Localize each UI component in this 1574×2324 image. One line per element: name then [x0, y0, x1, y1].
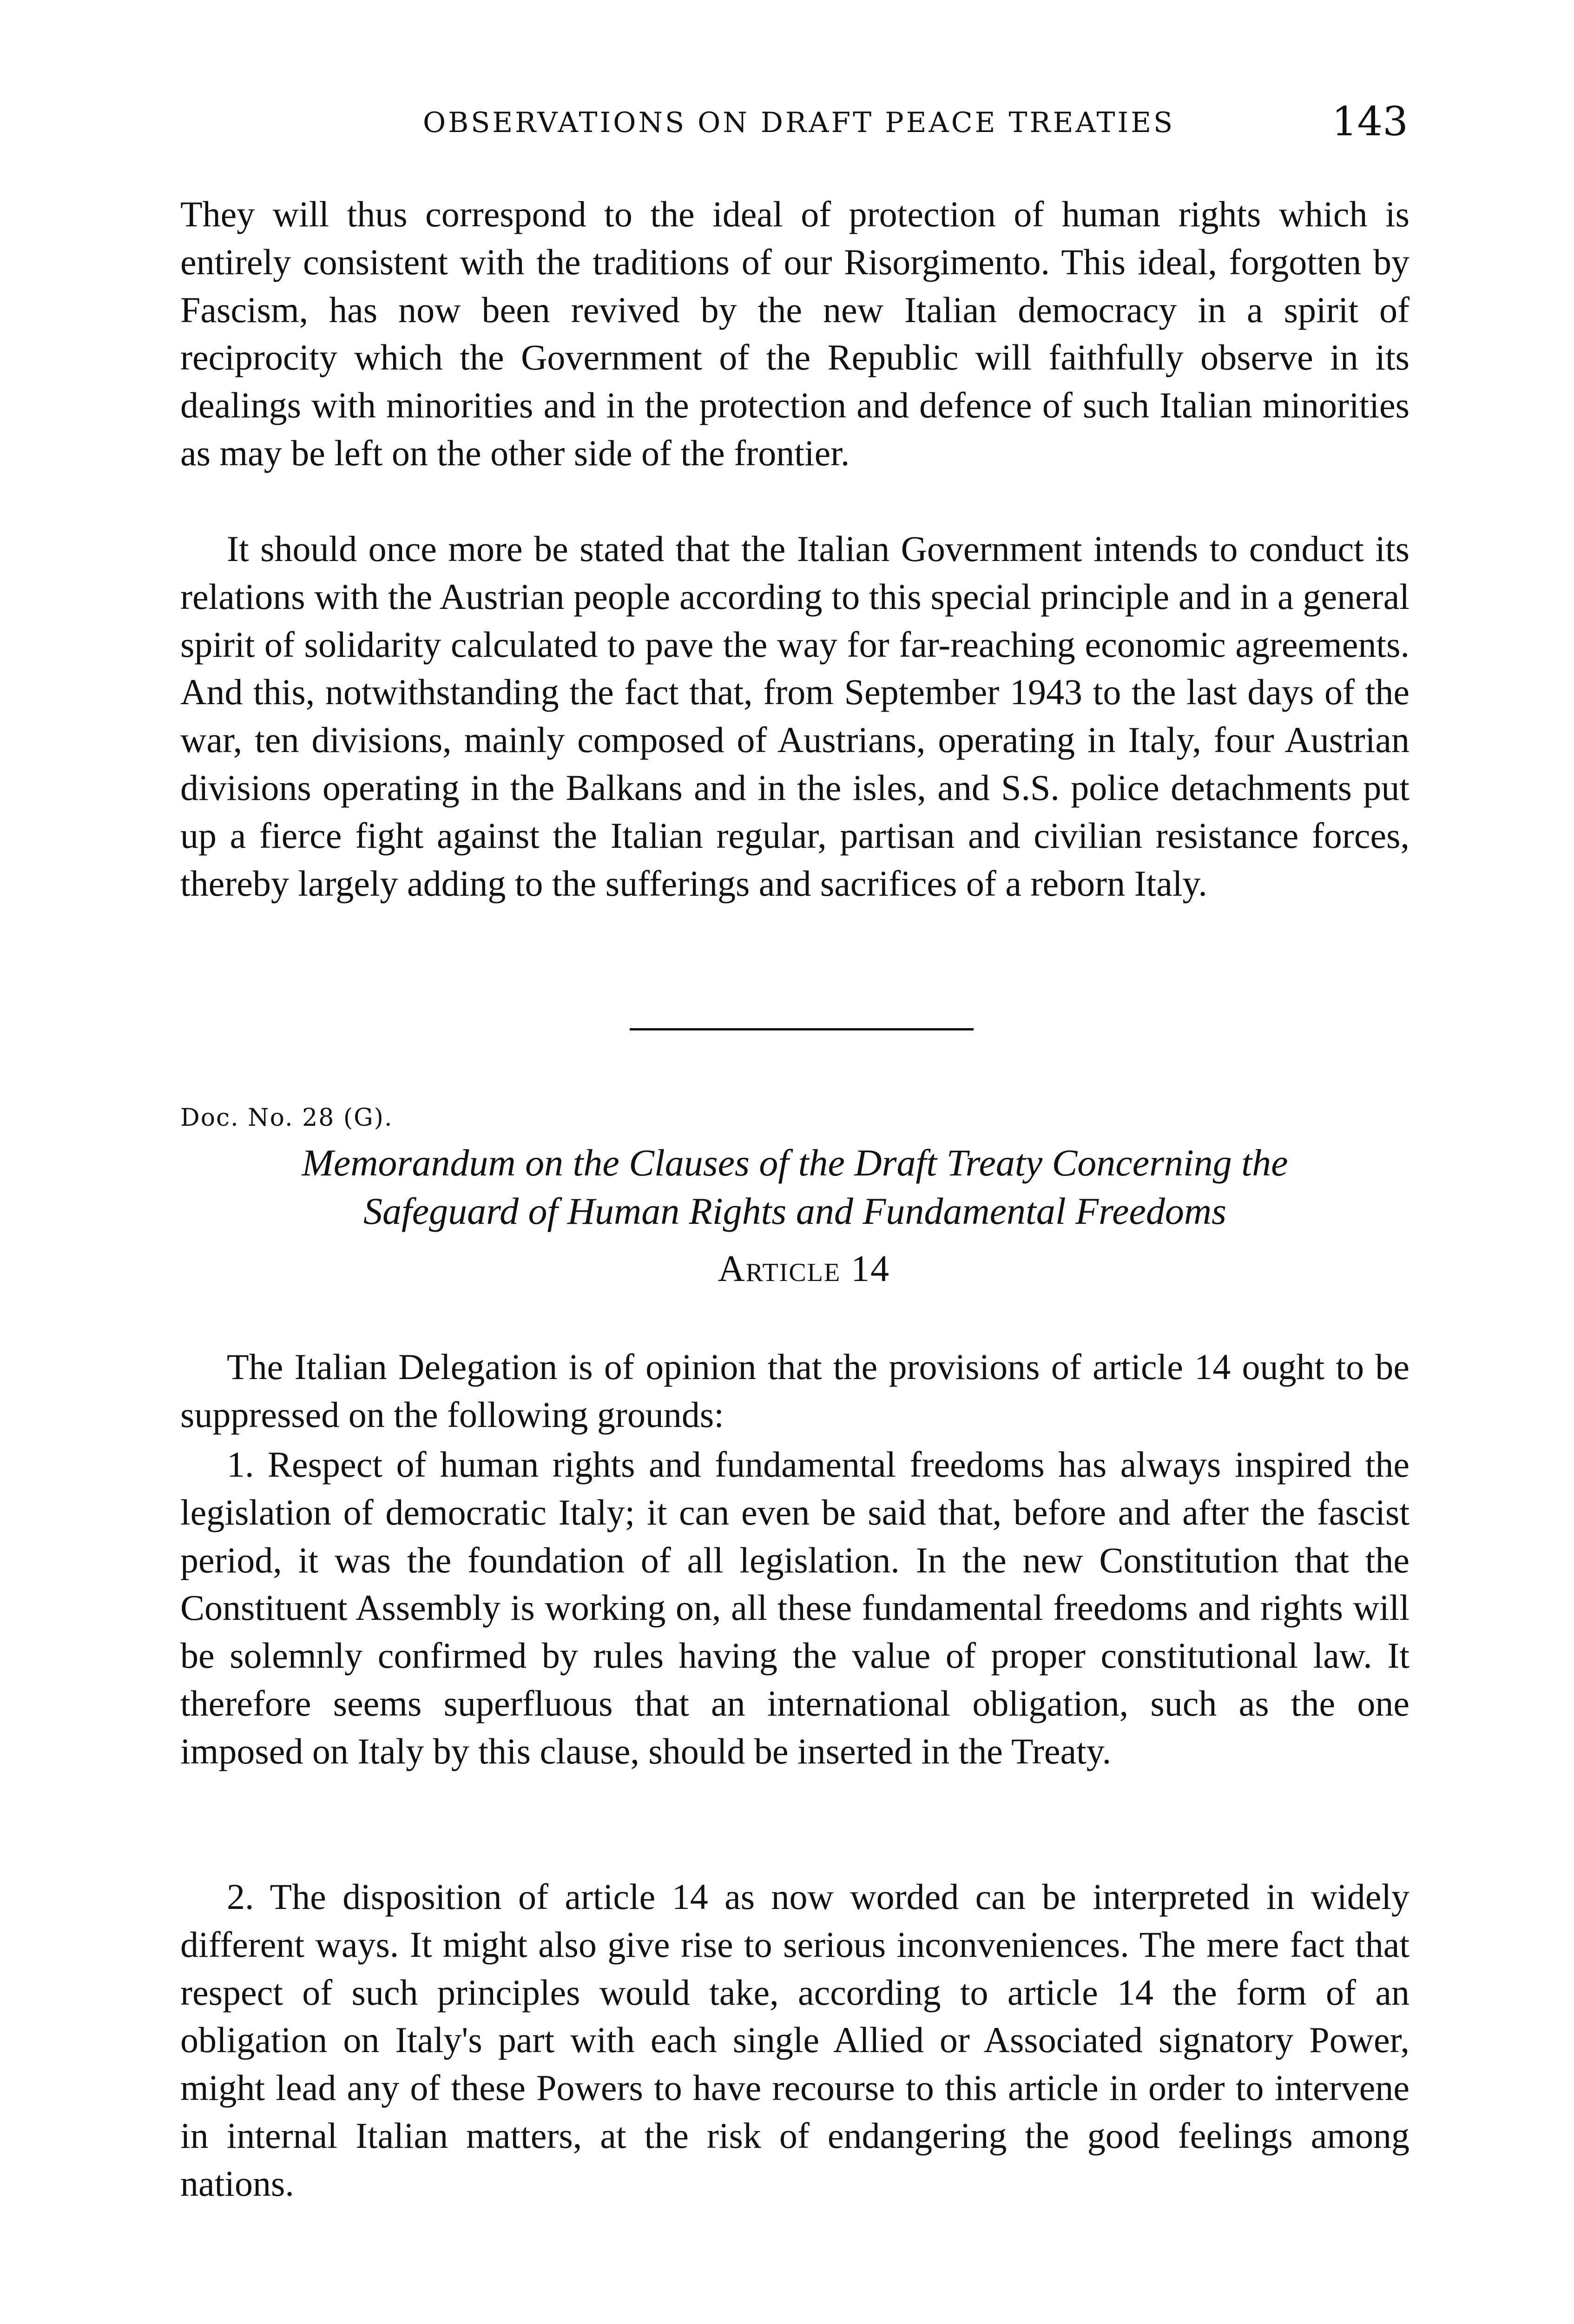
paragraph-point-1: 1. Respect of human rights and fundamental freedoms has always inspired the legislation of democratic Italy; it can even be said that, before and after the fascist period, it was the foundation of all legislation. In the new Constitution that the Constituent Assembly is working on, all these fundamental freedoms and rights will be solemnly confirmed by rules having the value of proper constitutional law. It therefore seems superfluous that an international obligation, such as the one imposed on Italy by this clause, should be inserted in the Treaty. — [180, 1444, 1409, 1771]
running-title: OBSERVATIONS ON DRAFT PEACE TREATIES — [423, 106, 1175, 139]
article-heading: Article 14 — [718, 1248, 890, 1289]
paragraph-1: They will thus correspond to the ideal of protection of human rights which is entirely consistent with the traditions of our Risorgimento. This ideal, forgotten by Fascism, has now been revived by the new Italian democracy in a spirit of reciprocity which the Government of the Republic will faithfully observe in its dealings with minorities and in the protection and defence of such Italian minorities as may be left on the other side of the frontier. — [180, 194, 1409, 473]
paragraph-point-2: 2. The disposition of article 14 as now worded can be interpreted in widely different ways. It might also give rise to serious inconveniences. The mere fact that respect of such principles would take, according to article 14 the form of an obligation on Italy's part with each single Allied or Associated signatory Power, might lead any of these Powers to have recourse to this article in order to intervene in internal Italian matters, at the risk of endangering the good feelings among nations. — [180, 1876, 1409, 2204]
page-number: 143 — [1331, 99, 1408, 145]
paragraph-2: It should once more be stated that the Italian Government intends to conduct its relations with the Austrian people according to this special principle and in a general spirit of solidarity calculated to pave the way for far-reaching economic agreements. And this, notwithstanding the fact that, from September 1943 to the last days of the war, ten divisions, mainly composed of Austrians, operating in Italy, four Austrian divisions operating in the Balkans and in the isles, and S.S. police detachments put up a fierce fight against the Italian regular, partisan and civilian resistance forces, thereby largely adding to the sufferings and sacrifices of a reborn Italy. — [180, 528, 1409, 904]
memorandum-title-line-1: Memorandum on the Clauses of the Draft Treaty Concerning the — [302, 1142, 1288, 1184]
document-label: Doc. No. 28 (G). — [180, 1104, 393, 1132]
section-divider — [630, 1028, 974, 1030]
memorandum-title — [180, 1139, 1409, 1235]
paragraph-intro: The Italian Delegation is of opinion that the provisions of article 14 ought to be suppressed on the following grounds: — [180, 1347, 1409, 1435]
running-head — [181, 99, 1408, 150]
memorandum-title-line-2: Safeguard of Human Rights and Fundamental Freedoms — [363, 1190, 1226, 1232]
